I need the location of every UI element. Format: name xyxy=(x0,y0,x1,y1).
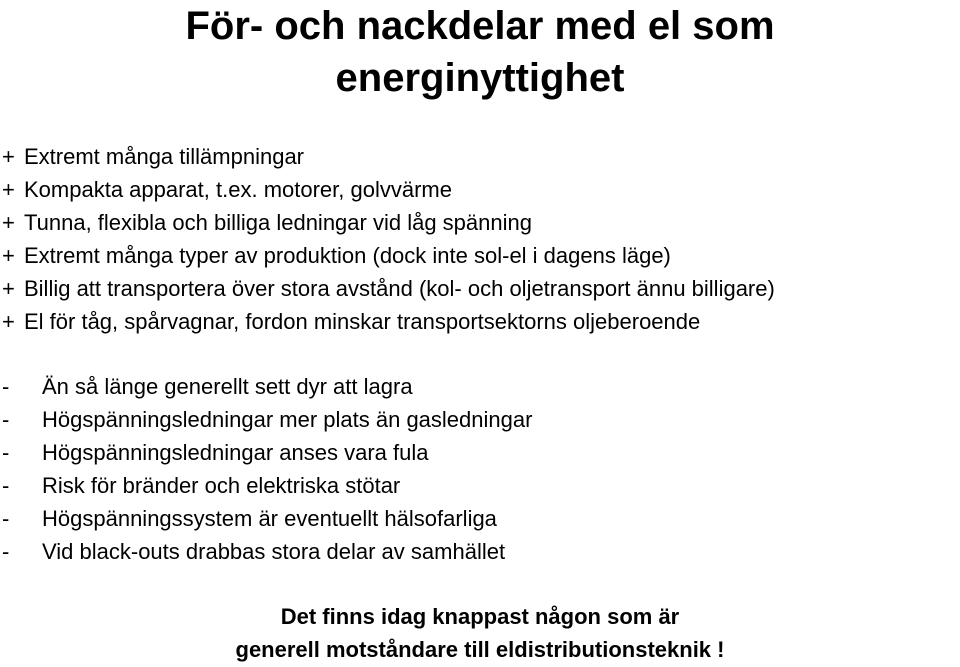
con-item xyxy=(2,469,532,502)
minus-marker: - xyxy=(2,374,10,399)
minus-marker: - xyxy=(2,539,10,564)
pro-item xyxy=(2,272,775,305)
pro-item xyxy=(2,239,775,272)
con-item xyxy=(2,436,532,469)
conclusion-line-2: generell motståndare till eldistributionsteknik ! xyxy=(235,637,725,662)
con-item-text: Högspänningssystem är eventuellt hälsofarliga xyxy=(42,506,497,531)
cons-list xyxy=(2,370,532,568)
title-line-1: För- och nackdelar med el som xyxy=(185,4,775,48)
con-item xyxy=(2,535,532,568)
conclusion xyxy=(0,600,960,666)
conclusion-line-1: Det finns idag knappast någon som är xyxy=(280,604,680,629)
minus-marker: - xyxy=(2,506,10,531)
plus-marker: + xyxy=(2,309,15,334)
minus-marker: - xyxy=(2,407,10,432)
pro-item xyxy=(2,206,775,239)
minus-marker: - xyxy=(2,473,10,498)
con-item-text: Än så länge generellt sett dyr att lagra xyxy=(42,374,413,399)
page-title xyxy=(0,0,960,104)
plus-marker: + xyxy=(2,177,15,202)
con-item xyxy=(2,502,532,535)
pro-item-text: Billig att transportera över stora avstånd (kol- och oljetransport ännu billigare) xyxy=(24,276,775,301)
pro-item-text: Extremt många tillämpningar xyxy=(24,144,305,169)
pro-item-text: Kompakta apparat, t.ex. motorer, golvvärme xyxy=(24,177,452,202)
plus-marker: + xyxy=(2,210,15,235)
plus-marker: + xyxy=(2,276,15,301)
pro-item-text: El för tåg, spårvagnar, fordon minskar transportsektorns oljeberoende xyxy=(24,309,701,334)
pro-item xyxy=(2,140,775,173)
con-item xyxy=(2,370,532,403)
pro-item xyxy=(2,305,775,338)
title-line-2: energinyttighet xyxy=(335,56,625,100)
con-item xyxy=(2,403,532,436)
pro-item xyxy=(2,173,775,206)
con-item-text: Risk för bränder och elektriska stötar xyxy=(42,473,401,498)
pro-item-text: Tunna, flexibla och billiga ledningar vid låg spänning xyxy=(24,210,532,235)
con-item-text: Högspänningsledningar mer plats än gasledningar xyxy=(42,407,533,432)
pro-item-text: Extremt många typer av produktion (dock inte sol-el i dagens läge) xyxy=(24,243,671,268)
con-item-text: Högspänningsledningar anses vara fula xyxy=(42,440,429,465)
con-item-text: Vid black-outs drabbas stora delar av samhället xyxy=(42,539,506,564)
plus-marker: + xyxy=(2,144,15,169)
pros-list xyxy=(2,140,775,338)
plus-marker: + xyxy=(2,243,15,268)
minus-marker: - xyxy=(2,440,10,465)
